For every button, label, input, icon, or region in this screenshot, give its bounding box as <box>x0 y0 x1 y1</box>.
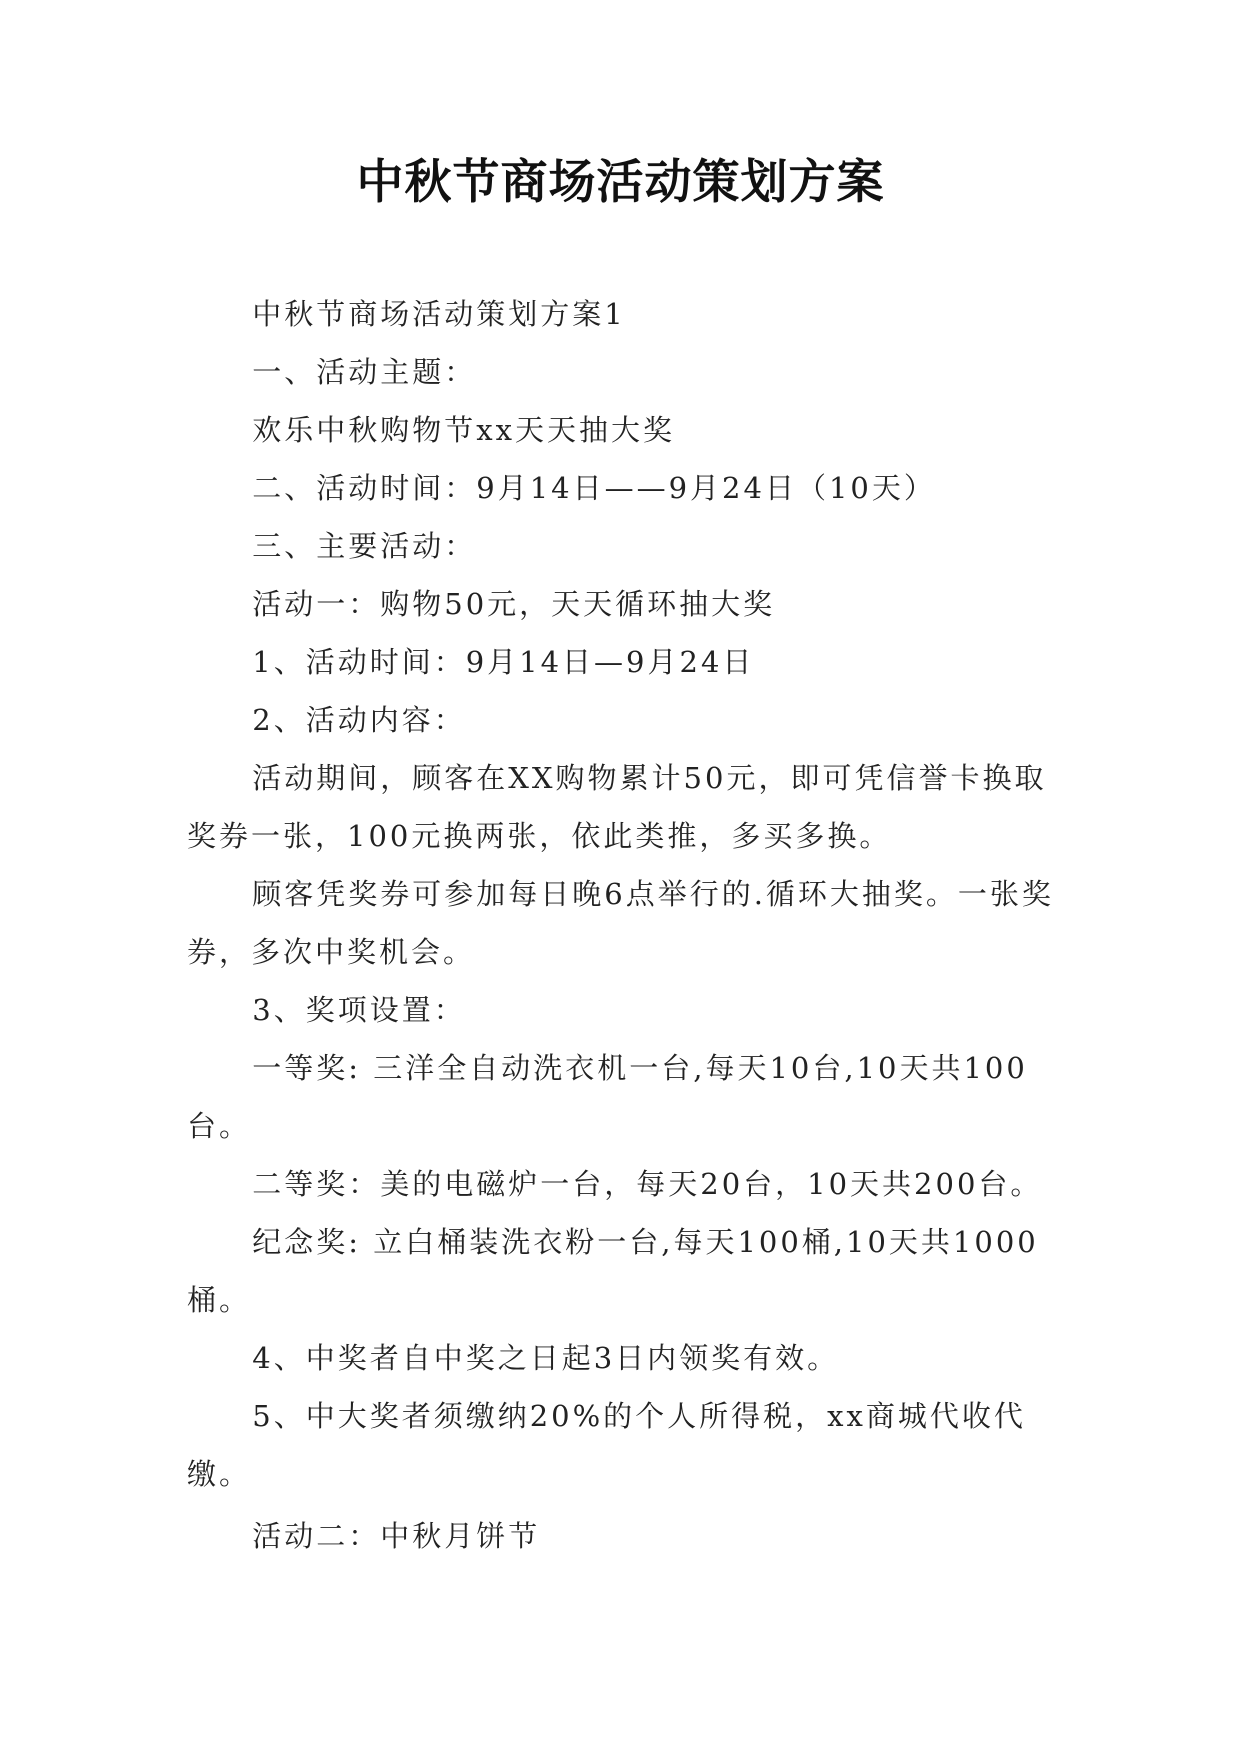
paragraph: 二等奖：美的电磁炉一台，每天20台，10天共200台。 <box>252 1167 1043 1201</box>
paragraph: 活动期间，顾客在XX购物累计50元，即可凭信誉卡换取奖券一张，100元换两张，依此类推，多买多换。 <box>187 761 1047 853</box>
paragraph: 4、中奖者自中奖之日起3日内领奖有效。 <box>252 1341 840 1375</box>
document-body <box>187 285 1067 1565</box>
paragraph: 二、活动时间：9月14日——9月24日（10天） <box>252 471 936 505</box>
paragraph: 活动二：中秋月饼节 <box>252 1519 541 1553</box>
paragraph: 一等奖: 三洋全自动洗衣机一台,每天10台,10天共100台。 <box>187 1051 1028 1143</box>
paragraph: 5、中大奖者须缴纳20%的个人所得税，xx商城代收代缴。 <box>187 1399 1026 1491</box>
document-title: 中秋节商场活动策划方案 <box>356 155 885 210</box>
paragraph: 2、活动内容： <box>252 703 466 737</box>
paragraph: 欢乐中秋购物节xx天天抽大奖 <box>252 413 675 447</box>
paragraph: 顾客凭奖券可参加每日晚6点举行的.循环大抽奖。一张奖券，多次中奖机会。 <box>187 877 1054 969</box>
paragraph: 3、奖项设置： <box>252 993 466 1027</box>
paragraph: 纪念奖: 立白桶装洗衣粉一台,每天100桶,10天共1000桶。 <box>187 1225 1039 1317</box>
paragraph: 1、活动时间：9月14日—9月24日 <box>252 645 755 679</box>
section-heading: 中秋节商场活动策划方案1 <box>252 297 626 331</box>
paragraph: 一、活动主题： <box>252 355 477 389</box>
paragraph: 活动一：购物50元，天天循环抽大奖 <box>252 587 776 621</box>
paragraph: 三、主要活动： <box>252 529 477 563</box>
